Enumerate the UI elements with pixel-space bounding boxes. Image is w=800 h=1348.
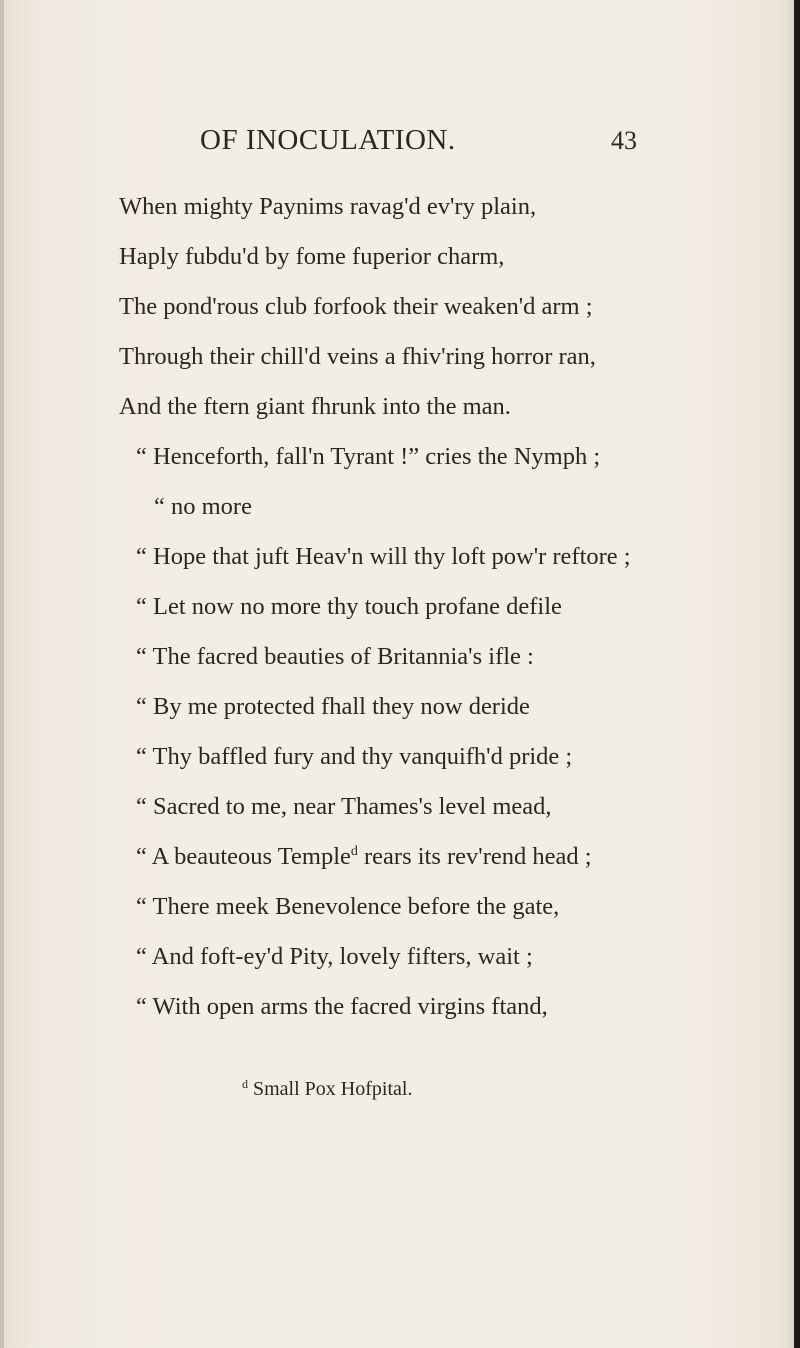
footnote [242, 1078, 412, 1101]
verse-line: Through their chill'd veins a fhiv'ring horror ran, [119, 343, 596, 370]
verse-line: “ no more [154, 493, 252, 520]
verse-line: “ Let now no more thy touch profane defile [136, 593, 562, 620]
page-header [0, 124, 800, 164]
verse-line: “ With open arms the facred virgins ftand, [136, 993, 548, 1020]
verse-line: “ The facred beauties of Britannia's ifle : [136, 643, 534, 670]
verse-line: “ By me protected fhall they now deride [136, 693, 530, 720]
page-edge-dark [794, 0, 800, 1348]
verse-line: And the ftern giant fhrunk into the man. [119, 393, 511, 420]
verse-line: “ Henceforth, fall'n Tyrant !” cries the Nymph ; [136, 443, 601, 470]
verse-line: When mighty Paynims ravag'd ev'ry plain, [119, 193, 537, 220]
verse-line: “ Hope that juft Heav'n will thy loft pow'r reftore ; [136, 543, 631, 570]
verse-line: “ Thy baffled fury and thy vanquifh'd pride ; [136, 743, 573, 770]
verse-line: “ There meek Benevolence before the gate, [136, 893, 560, 920]
page-gutter-shadow [0, 0, 4, 1348]
verse-line: “ Sacred to me, near Thames's level mead, [136, 793, 552, 820]
verse-line: “ A beauteous Temple$^d$ rears its rev'rend head ; [136, 843, 592, 870]
footnote-reference: d [350, 844, 358, 859]
footnote-text: Small Pox Hofpital. [253, 1078, 413, 1100]
verse-line: Haply fubdu'd by fome fuperior charm, [119, 243, 505, 270]
page-number: 43 [611, 126, 637, 155]
verse-line: “ And foft-ey'd Pity, lovely fifters, wait ; [136, 943, 533, 970]
footnote-marker: d [242, 1077, 248, 1091]
verse-line: The pond'rous club forfook their weaken'd arm ; [119, 293, 593, 320]
running-title: OF INOCULATION. [200, 124, 456, 156]
